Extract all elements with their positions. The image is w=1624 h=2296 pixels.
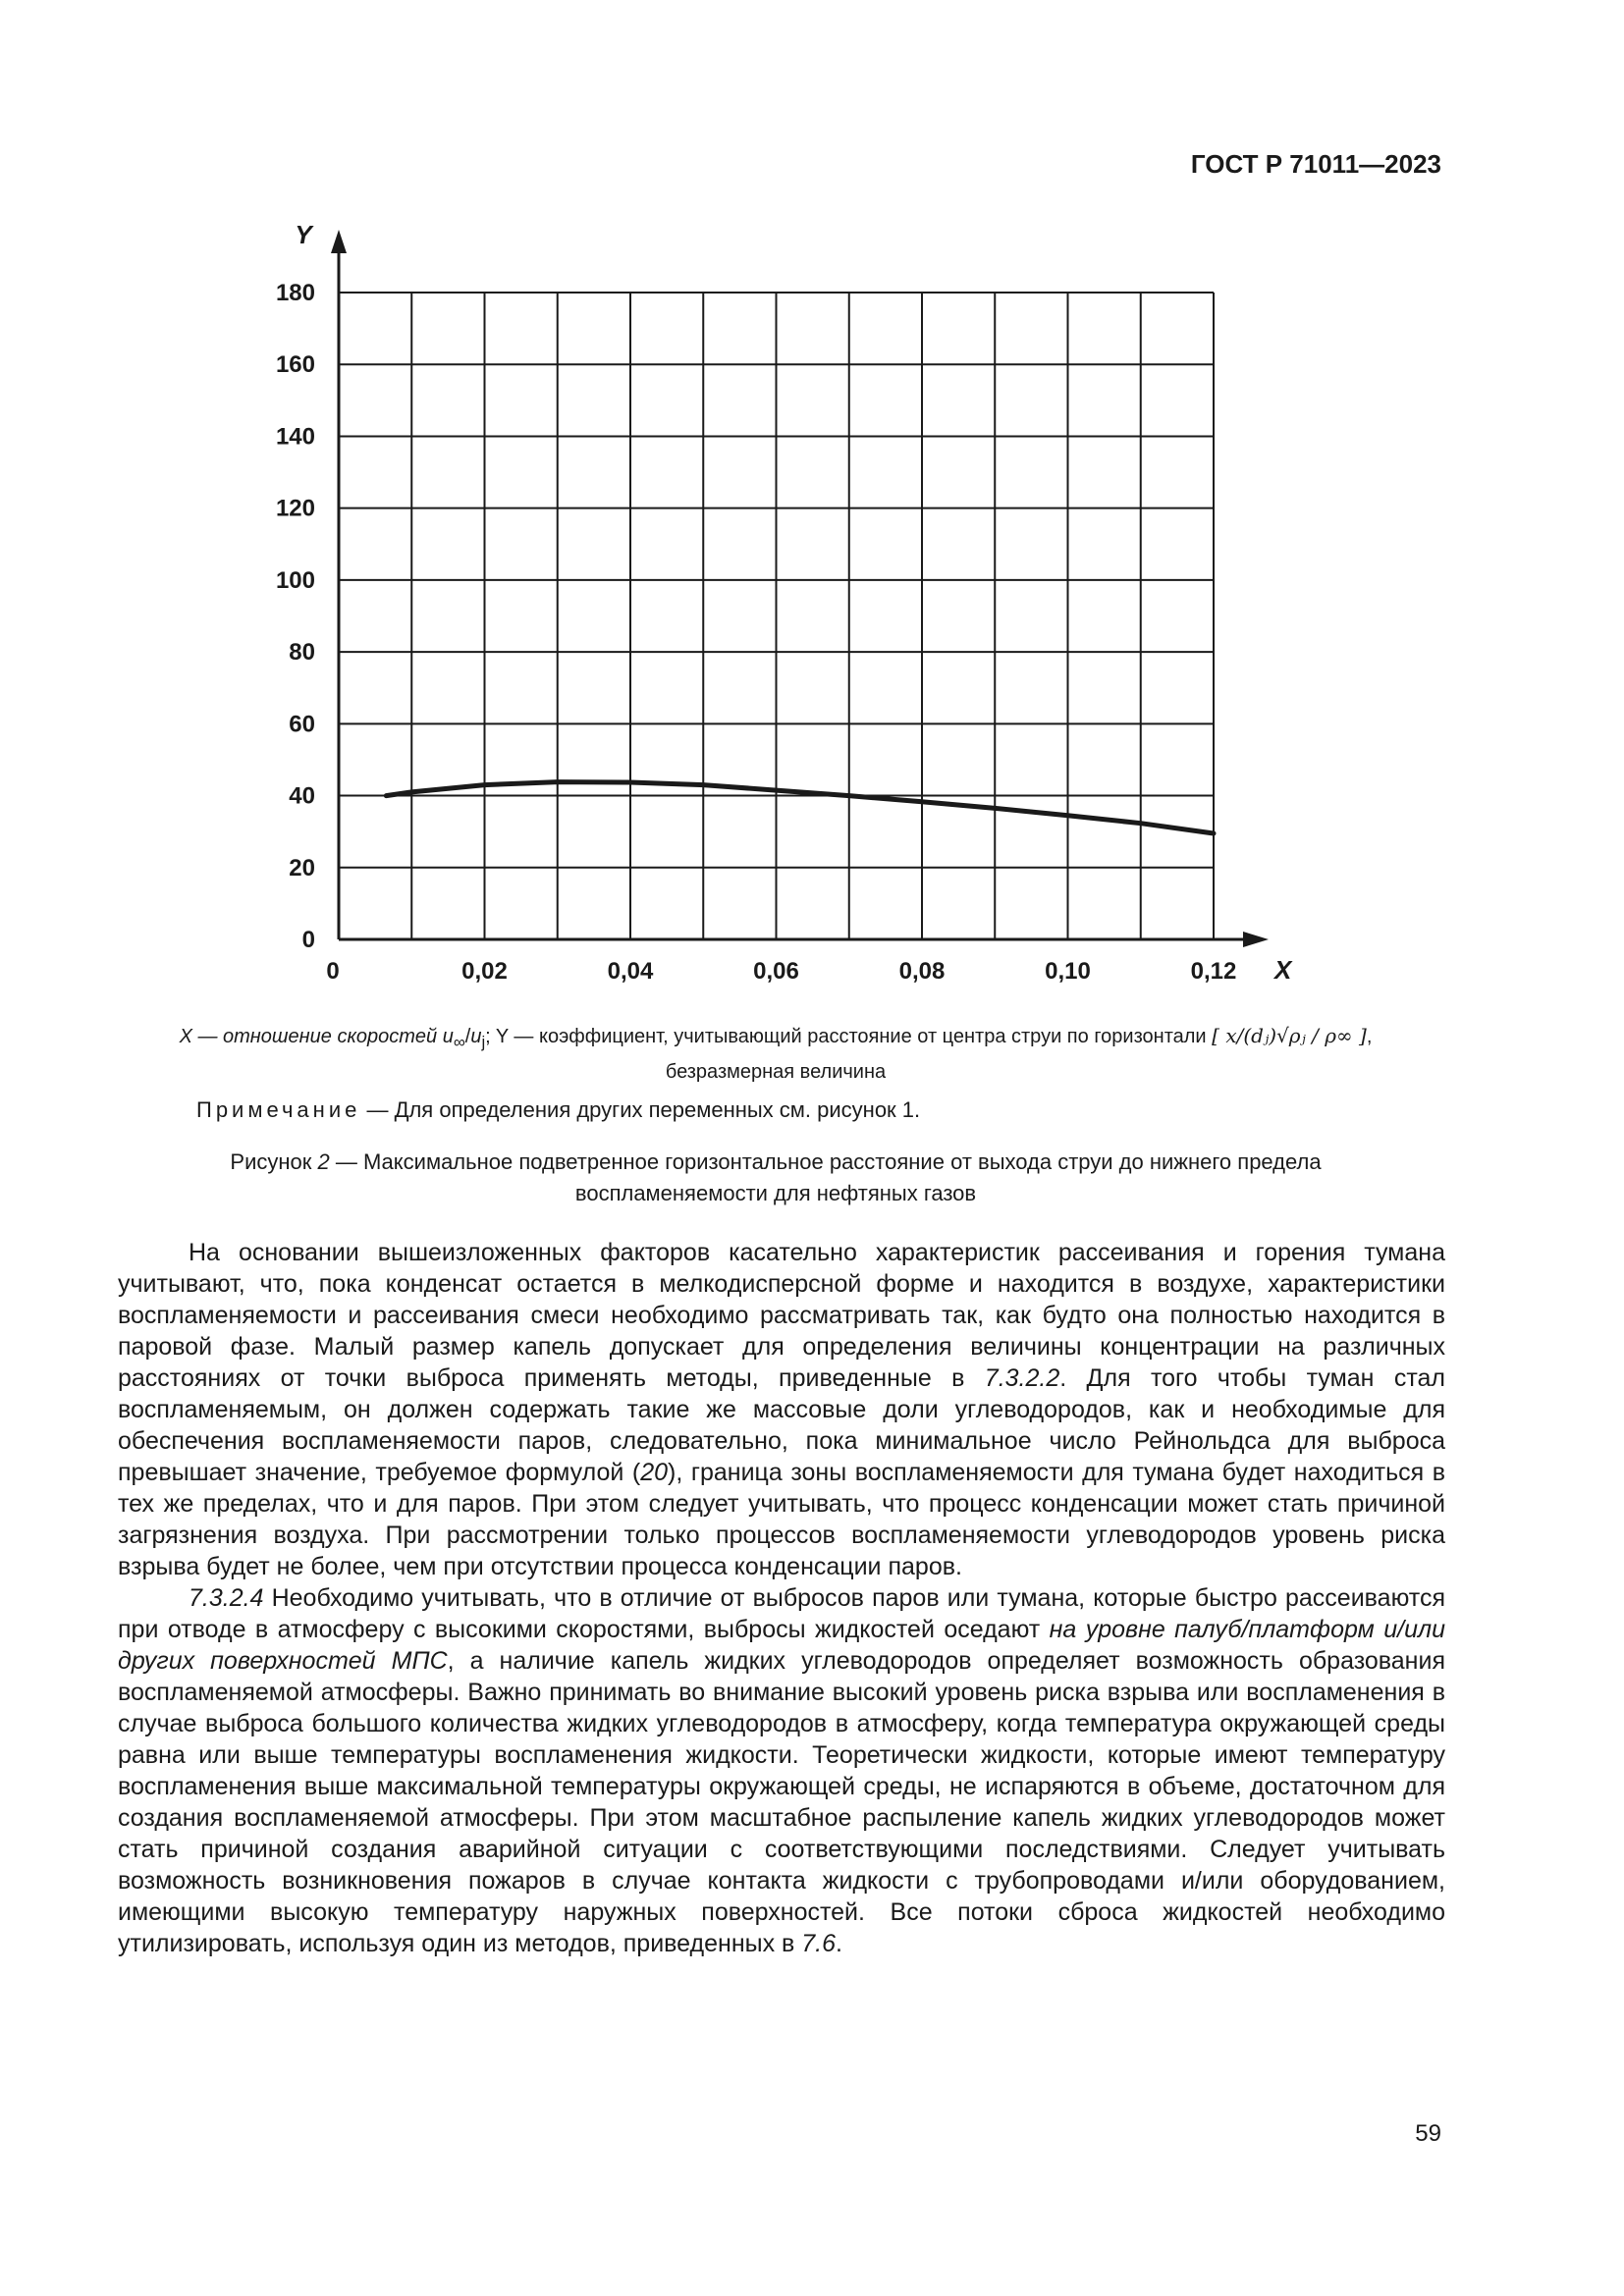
y-axis-arrow bbox=[331, 230, 347, 253]
series-line bbox=[386, 782, 1214, 833]
x-axis-arrow bbox=[1243, 932, 1269, 947]
y-tick-label: 140 bbox=[275, 423, 315, 451]
y-tick-label: 120 bbox=[275, 495, 315, 522]
body-text bbox=[118, 1237, 1445, 1959]
y-axis-label: Y bbox=[295, 220, 312, 249]
legend-x-desc: X — отношение скоростей bbox=[179, 1026, 443, 1047]
x-tick-label: 0 bbox=[326, 958, 340, 985]
y-tick-label: 0 bbox=[301, 927, 315, 953]
section-number: 7.3.2.4 bbox=[189, 1584, 264, 1612]
figure-number: 2 bbox=[317, 1149, 330, 1174]
document-header: ГОСТ Р 71011—2023 bbox=[1190, 149, 1441, 179]
y-tick-label: 80 bbox=[289, 639, 315, 667]
legend-units: безразмерная величина bbox=[665, 1061, 887, 1083]
y-tick-label: 40 bbox=[289, 782, 315, 810]
paragraph-2: 7.3.2.4 Необходимо учитывать, что в отличие от выбросов паров или тумана, которые быстро рассеиваются при отводе в атмосферу с высокими скоростями, выбросы жидкостей оседают на уровне палуб/платформ и/или других поверхностей МПС, а наличие капель жидких углеводородов определяет возможность образования воспламеняемой атмосферы. Важно принимать во внимание высокий уровень риска взрыва или воспламенения в случае выброса большого количества жидких углеводородов в атмосферу, когда температура окружающей среды равна или выше температуры воспламенения жидкости. Теоретически жидкости, которые имеют температуру воспламенения выше максимальной температуры окружающей среды, не испаряются в объеме, достаточном для создания воспламеняемой атмосферы. При этом масштабное распыление капель жидких углеводородов может стать причиной создания аварийной ситуации с соответствующими последствиями. Следует учитывать возможность возникновения пожаров в случае контакта жидкости с трубопроводами и/или оборудованием, имеющими высокую температуру наружных поверхностей. Все потоки сброса жидкостей необходимо утилизировать, используя один из методов, приведенных в 7.6. bbox=[118, 1584, 1445, 1957]
x-tick-label: 0,04 bbox=[607, 958, 654, 985]
y-tick-label: 20 bbox=[289, 854, 315, 881]
y-tick-label: 160 bbox=[275, 351, 315, 379]
note-text: — Для определения других переменных см. рисунок 1. bbox=[360, 1097, 921, 1122]
legend-y-desc: ; Y — коэффициент, учитывающий расстояние от центра струи по горизонтали bbox=[485, 1026, 1207, 1047]
figure-caption: Рисунок 2 — Максимальное подветренное горизонтальное расстояние от выхода струи до нижнего предела воспламеняемости для нефтяных газов bbox=[230, 1149, 1322, 1205]
x-tick-label: 0,06 bbox=[753, 958, 799, 985]
chart-series bbox=[386, 782, 1214, 833]
figure-legend: X — отношение скоростей $u_\infty/u_j$; Y — коэффициент, учитывающий расстояние от центра струи по горизонтали [ x/(dⱼ)√ρⱼ / ρ∞ ], безразмерная величина bbox=[108, 1021, 1443, 1087]
y-tick-label: 60 bbox=[289, 711, 315, 738]
y-tick-label: 100 bbox=[275, 566, 315, 594]
x-tick-label: 0,08 bbox=[898, 958, 946, 985]
x-tick-label: 0,02 bbox=[461, 958, 508, 985]
chart-axes bbox=[331, 230, 1269, 947]
figure-2-chart bbox=[0, 0, 1624, 1011]
chart-grid bbox=[339, 293, 1214, 939]
note-label: Примечание bbox=[196, 1097, 361, 1122]
paragraph-1: На основании вышеизложенных факторов касательно характеристик рассеивания и горения тумана учитывают, что, пока конденсат остается в мелкодисперсной форме и находится в воздухе, характеристики воспламеняемости и рассеивания смеси необходимо рассматривать так, как будто она полностью находится в паровой фазе. Малый размер капель допускает для определения величины концентрации на различных расстояниях от точки выброса применять методы, приведенные в 7.3.2.2. Для того чтобы туман стал воспламеняемым, он должен содержать такие же массовые доли углеводородов, как и необходимые для обеспечения воспламеняемости паров, следовательно, пока минимальное число Рейнольдса для выброса превышает значение, требуемое формулой (20), граница зоны воспламеняемости для тумана будет находиться в тех же пределах, что и для паров. При этом следует учитывать, что процесс конденсации может стать причиной загрязнения воздуха. При рассмотрении только процессов воспламеняемости углеводородов уровень риска взрыва будет не более, чем при отсутствии процесса конденсации паров. bbox=[118, 1239, 1446, 1580]
legend-formula: [ x/(dⱼ)√ρⱼ / ρ∞ ] bbox=[1212, 1024, 1367, 1047]
page-number: 59 bbox=[1415, 2120, 1441, 2147]
x-tick-label: 0,12 bbox=[1190, 958, 1237, 985]
y-tick-label: 180 bbox=[275, 280, 315, 306]
x-axis-label: X bbox=[1274, 955, 1292, 985]
figure-note bbox=[196, 1095, 1375, 1125]
x-tick-label: 0,10 bbox=[1045, 958, 1091, 985]
